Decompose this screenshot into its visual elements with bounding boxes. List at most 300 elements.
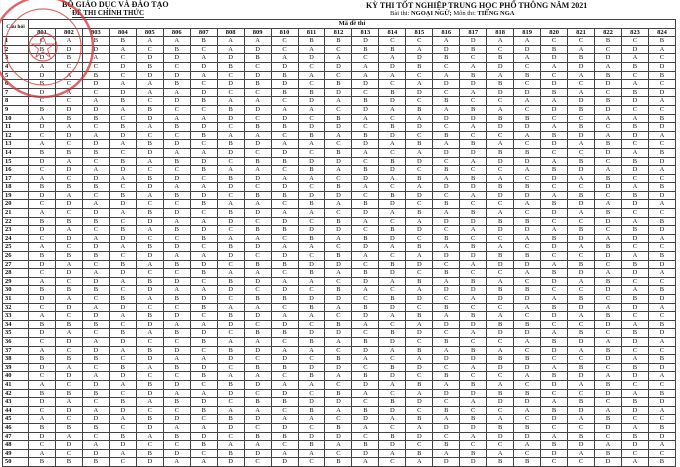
answer-cell: A bbox=[29, 209, 56, 218]
answer-cell: D bbox=[648, 88, 675, 97]
answer-cell: B bbox=[621, 363, 648, 372]
answer-cell: A bbox=[271, 174, 298, 183]
answer-cell: B bbox=[244, 157, 271, 166]
answer-cell: C bbox=[648, 277, 675, 286]
answer-cell: A bbox=[29, 277, 56, 286]
answer-cell: A bbox=[298, 105, 325, 114]
answer-cell: D bbox=[648, 329, 675, 338]
answer-cell: C bbox=[244, 183, 271, 192]
answer-cell: D bbox=[136, 183, 163, 192]
answer-cell: C bbox=[82, 432, 109, 441]
answer-cell: D bbox=[190, 398, 217, 407]
answer-cell: D bbox=[460, 458, 487, 467]
answer-cell: C bbox=[217, 329, 244, 338]
answer-cell: A bbox=[298, 415, 325, 424]
answer-cell: C bbox=[298, 80, 325, 89]
answer-cell: B bbox=[352, 131, 379, 140]
answer-cell: C bbox=[595, 398, 622, 407]
answer-cell: A bbox=[433, 415, 460, 424]
answer-cell: C bbox=[55, 80, 82, 89]
answer-cell: A bbox=[190, 183, 217, 192]
answer-cell: A bbox=[460, 157, 487, 166]
answer-cell: D bbox=[136, 217, 163, 226]
answer-cell: A bbox=[82, 97, 109, 106]
answer-cell: B bbox=[298, 337, 325, 346]
answer-cell: A bbox=[325, 131, 352, 140]
answer-cell: D bbox=[29, 260, 56, 269]
answer-cell: C bbox=[379, 37, 406, 46]
answer-cell: D bbox=[29, 398, 56, 407]
answer-cell: A bbox=[352, 458, 379, 467]
answer-cell: C bbox=[29, 166, 56, 175]
answer-cell: C bbox=[55, 346, 82, 355]
answer-cell: D bbox=[298, 295, 325, 304]
answer-cell: C bbox=[460, 131, 487, 140]
answer-cell: D bbox=[621, 97, 648, 106]
answer-cell: C bbox=[163, 337, 190, 346]
answer-cell: A bbox=[271, 415, 298, 424]
answer-cell: D bbox=[163, 97, 190, 106]
answer-cell: D bbox=[271, 355, 298, 364]
answer-cell: C bbox=[244, 389, 271, 398]
answer-cell: D bbox=[568, 337, 595, 346]
answer-cell: A bbox=[648, 303, 675, 312]
answer-cell: C bbox=[460, 441, 487, 450]
answer-cell: A bbox=[379, 380, 406, 389]
question-number: 50 bbox=[3, 458, 29, 467]
answer-cell: A bbox=[568, 380, 595, 389]
answer-cell: B bbox=[406, 312, 433, 321]
answer-cell: D bbox=[217, 458, 244, 467]
answer-cell: A bbox=[595, 62, 622, 71]
answer-cell: A bbox=[406, 183, 433, 192]
answer-cell: C bbox=[109, 183, 136, 192]
answer-cell: A bbox=[190, 71, 217, 80]
answer-cell: A bbox=[433, 105, 460, 114]
answer-cell: C bbox=[325, 71, 352, 80]
answer-cell: A bbox=[406, 148, 433, 157]
answer-cell: A bbox=[163, 114, 190, 123]
answer-cell: C bbox=[271, 337, 298, 346]
answer-cell: B bbox=[136, 346, 163, 355]
question-number: 26 bbox=[3, 252, 29, 261]
answer-cell: D bbox=[55, 372, 82, 381]
answer-cell: C bbox=[190, 380, 217, 389]
answer-cell: B bbox=[648, 217, 675, 226]
answer-cell: C bbox=[136, 97, 163, 106]
answer-cell: D bbox=[648, 398, 675, 407]
question-number: 38 bbox=[3, 355, 29, 364]
answer-cell: B bbox=[406, 346, 433, 355]
answer-cell: A bbox=[648, 441, 675, 450]
answer-cell: C bbox=[55, 97, 82, 106]
answer-cell: A bbox=[325, 269, 352, 278]
question-number: 40 bbox=[3, 372, 29, 381]
answer-cell: C bbox=[433, 226, 460, 235]
answer-cell: D bbox=[55, 234, 82, 243]
answer-cell: A bbox=[325, 54, 352, 63]
answer-cell: A bbox=[29, 140, 56, 149]
answer-cell: D bbox=[433, 183, 460, 192]
answer-cell: A bbox=[648, 372, 675, 381]
answer-cell: C bbox=[217, 398, 244, 407]
answer-cell: D bbox=[244, 449, 271, 458]
answer-cell: B bbox=[271, 157, 298, 166]
answer-cell: B bbox=[406, 277, 433, 286]
answer-cell: C bbox=[621, 105, 648, 114]
table-row bbox=[3, 105, 676, 114]
answer-cell: D bbox=[55, 441, 82, 450]
answer-cell: A bbox=[244, 303, 271, 312]
answer-cell: A bbox=[163, 458, 190, 467]
answer-cell: C bbox=[109, 458, 136, 467]
answer-cell: C bbox=[271, 166, 298, 175]
answer-cell: C bbox=[190, 449, 217, 458]
answer-cell: D bbox=[433, 114, 460, 123]
answer-cell: C bbox=[55, 380, 82, 389]
answer-cell: B bbox=[55, 252, 82, 261]
answer-cell: B bbox=[109, 363, 136, 372]
answer-cell: B bbox=[433, 337, 460, 346]
answer-key-table bbox=[2, 19, 676, 467]
answer-cell: C bbox=[29, 303, 56, 312]
answer-cell: C bbox=[298, 114, 325, 123]
answer-cell: B bbox=[298, 166, 325, 175]
table-row bbox=[3, 277, 676, 286]
answer-cell: D bbox=[406, 157, 433, 166]
answer-cell: D bbox=[82, 140, 109, 149]
answer-cell: A bbox=[541, 191, 568, 200]
answer-cell: D bbox=[460, 389, 487, 398]
answer-cell: C bbox=[82, 123, 109, 132]
answer-cell: B bbox=[541, 406, 568, 415]
answer-cell: C bbox=[379, 286, 406, 295]
answer-cell: C bbox=[271, 45, 298, 54]
answer-cell: A bbox=[460, 363, 487, 372]
answer-cell: B bbox=[217, 277, 244, 286]
answer-cell: A bbox=[82, 54, 109, 63]
answer-cell: B bbox=[352, 45, 379, 54]
answer-cell: D bbox=[433, 148, 460, 157]
answer-cell: B bbox=[109, 398, 136, 407]
answer-cell: B bbox=[648, 148, 675, 157]
answer-cell: B bbox=[271, 226, 298, 235]
answer-cell: A bbox=[190, 217, 217, 226]
answer-cell: D bbox=[55, 131, 82, 140]
answer-key-sheet bbox=[0, 19, 680, 466]
exam-code-813: 813 bbox=[352, 28, 379, 37]
answer-cell: B bbox=[163, 191, 190, 200]
answer-cell: D bbox=[325, 260, 352, 269]
answer-cell: A bbox=[648, 200, 675, 209]
answer-cell: C bbox=[648, 380, 675, 389]
answer-cell: A bbox=[325, 166, 352, 175]
exam-code-805: 805 bbox=[136, 28, 163, 37]
answer-cell: A bbox=[55, 398, 82, 407]
answer-cell: D bbox=[244, 380, 271, 389]
answer-cell: A bbox=[568, 312, 595, 321]
answer-cell: A bbox=[352, 320, 379, 329]
answer-cell: B bbox=[460, 277, 487, 286]
answer-cell: C bbox=[352, 295, 379, 304]
answer-cell: A bbox=[406, 389, 433, 398]
table-row bbox=[3, 389, 676, 398]
answer-cell: A bbox=[217, 234, 244, 243]
answer-cell: D bbox=[406, 191, 433, 200]
answer-cell: A bbox=[298, 449, 325, 458]
answer-cell: B bbox=[190, 200, 217, 209]
answer-cell: B bbox=[29, 80, 56, 89]
table-row bbox=[3, 71, 676, 80]
answer-cell: A bbox=[568, 88, 595, 97]
answer-cell: A bbox=[190, 114, 217, 123]
answer-cell: B bbox=[514, 71, 541, 80]
answer-cell: C bbox=[648, 174, 675, 183]
answer-cell: A bbox=[541, 97, 568, 106]
answer-cell: A bbox=[514, 269, 541, 278]
answer-cell: B bbox=[595, 312, 622, 321]
answer-cell: D bbox=[325, 123, 352, 132]
answer-cell: A bbox=[568, 45, 595, 54]
answer-cell: B bbox=[379, 363, 406, 372]
answer-cell: D bbox=[298, 54, 325, 63]
answer-cell: B bbox=[379, 157, 406, 166]
answer-cell: A bbox=[217, 406, 244, 415]
answer-cell: B bbox=[460, 209, 487, 218]
answer-cell: D bbox=[244, 209, 271, 218]
answer-cell: B bbox=[55, 183, 82, 192]
answer-cell: C bbox=[271, 441, 298, 450]
answer-cell: B bbox=[244, 80, 271, 89]
answer-cell: C bbox=[379, 252, 406, 261]
answer-cell: B bbox=[460, 174, 487, 183]
answer-cell: A bbox=[621, 423, 648, 432]
answer-cell: C bbox=[648, 312, 675, 321]
answer-cell: A bbox=[352, 148, 379, 157]
answer-cell: D bbox=[460, 114, 487, 123]
answer-cell: C bbox=[621, 71, 648, 80]
answer-cell: D bbox=[109, 303, 136, 312]
answer-cell: C bbox=[244, 114, 271, 123]
answer-cell: D bbox=[217, 252, 244, 261]
answer-cell: C bbox=[433, 88, 460, 97]
table-row bbox=[3, 123, 676, 132]
table-row bbox=[3, 355, 676, 364]
exam-code-822: 822 bbox=[595, 28, 622, 37]
answer-cell: C bbox=[621, 277, 648, 286]
answer-cell: C bbox=[514, 380, 541, 389]
answer-cell: B bbox=[298, 131, 325, 140]
answer-cell: C bbox=[190, 105, 217, 114]
answer-cell: D bbox=[379, 406, 406, 415]
answer-cell: B bbox=[487, 80, 514, 89]
answer-cell: C bbox=[271, 269, 298, 278]
answer-cell: A bbox=[325, 234, 352, 243]
answer-cell: C bbox=[541, 423, 568, 432]
answer-cell: B bbox=[109, 226, 136, 235]
answer-cell: A bbox=[648, 337, 675, 346]
answer-cell: C bbox=[82, 88, 109, 97]
exam-code-801: 801 bbox=[29, 28, 56, 37]
answer-cell: B bbox=[541, 45, 568, 54]
answer-cell: D bbox=[109, 269, 136, 278]
answer-cell: B bbox=[136, 415, 163, 424]
answer-cell: B bbox=[352, 269, 379, 278]
answer-cell: D bbox=[621, 45, 648, 54]
answer-cell: A bbox=[109, 243, 136, 252]
answer-cell: B bbox=[244, 295, 271, 304]
answer-cell: D bbox=[82, 105, 109, 114]
answer-cell: A bbox=[648, 97, 675, 106]
table-row bbox=[3, 191, 676, 200]
exam-code-803: 803 bbox=[82, 28, 109, 37]
answer-cell: A bbox=[433, 71, 460, 80]
answer-cell: A bbox=[244, 37, 271, 46]
answer-cell: B bbox=[514, 252, 541, 261]
answer-cell: B bbox=[595, 174, 622, 183]
answer-cell: C bbox=[217, 260, 244, 269]
answer-cell: B bbox=[595, 209, 622, 218]
answer-cell: C bbox=[55, 243, 82, 252]
answer-cell: C bbox=[541, 217, 568, 226]
answer-cell: B bbox=[29, 423, 56, 432]
answer-cell: B bbox=[648, 355, 675, 364]
answer-cell: B bbox=[541, 303, 568, 312]
answer-cell: B bbox=[648, 114, 675, 123]
answer-cell: A bbox=[379, 54, 406, 63]
answer-cell: A bbox=[109, 415, 136, 424]
answer-cell: A bbox=[163, 286, 190, 295]
answer-cell: B bbox=[648, 183, 675, 192]
answer-cell: A bbox=[621, 80, 648, 89]
answer-cell: A bbox=[460, 398, 487, 407]
answer-cell: C bbox=[352, 226, 379, 235]
answer-cell: A bbox=[271, 54, 298, 63]
answer-cell: D bbox=[55, 269, 82, 278]
answer-cell: A bbox=[460, 226, 487, 235]
answer-cell: D bbox=[379, 131, 406, 140]
answer-cell: A bbox=[379, 71, 406, 80]
answer-cell: A bbox=[325, 441, 352, 450]
answer-cell: D bbox=[271, 183, 298, 192]
answer-cell: A bbox=[325, 406, 352, 415]
answer-cell: A bbox=[514, 234, 541, 243]
question-number: 14 bbox=[3, 148, 29, 157]
answer-cell: D bbox=[541, 54, 568, 63]
question-number: 16 bbox=[3, 166, 29, 175]
question-number: 22 bbox=[3, 217, 29, 226]
answer-cell: B bbox=[648, 389, 675, 398]
answer-cell: D bbox=[541, 346, 568, 355]
answer-cell: C bbox=[298, 62, 325, 71]
answer-cell: A bbox=[595, 337, 622, 346]
answer-cell: B bbox=[82, 217, 109, 226]
answer-cell: A bbox=[244, 234, 271, 243]
answer-cell: B bbox=[406, 62, 433, 71]
answer-cell: A bbox=[433, 37, 460, 46]
answer-cell: B bbox=[55, 389, 82, 398]
exam-code-824: 824 bbox=[648, 28, 675, 37]
answer-cell: C bbox=[406, 337, 433, 346]
answer-cell: B bbox=[271, 191, 298, 200]
answer-cell: A bbox=[298, 140, 325, 149]
answer-cell: B bbox=[163, 329, 190, 338]
answer-cell: C bbox=[541, 252, 568, 261]
answer-cell: B bbox=[568, 260, 595, 269]
answer-cell: B bbox=[244, 226, 271, 235]
answer-cell: D bbox=[136, 286, 163, 295]
answer-cell: C bbox=[621, 243, 648, 252]
answer-cell: D bbox=[595, 458, 622, 467]
question-number: 6 bbox=[3, 80, 29, 89]
answer-cell: B bbox=[568, 363, 595, 372]
answer-cell: D bbox=[487, 123, 514, 132]
answer-cell: C bbox=[298, 320, 325, 329]
answer-cell: D bbox=[648, 226, 675, 235]
answer-cell: C bbox=[298, 148, 325, 157]
answer-cell: A bbox=[568, 140, 595, 149]
answer-cell: B bbox=[595, 140, 622, 149]
answer-cell: C bbox=[568, 286, 595, 295]
answer-cell: A bbox=[190, 320, 217, 329]
answer-cell: D bbox=[163, 209, 190, 218]
answer-cell: A bbox=[621, 355, 648, 364]
answer-cell: B bbox=[29, 458, 56, 467]
answer-cell: D bbox=[325, 226, 352, 235]
answer-cell: D bbox=[82, 174, 109, 183]
answer-cell: B bbox=[29, 286, 56, 295]
answer-cell: D bbox=[163, 449, 190, 458]
answer-cell: A bbox=[487, 277, 514, 286]
answer-cell: C bbox=[217, 432, 244, 441]
answer-cell: B bbox=[621, 226, 648, 235]
answer-cell: C bbox=[487, 131, 514, 140]
answer-cell: A bbox=[352, 355, 379, 364]
answer-cell: A bbox=[190, 252, 217, 261]
answer-cell: B bbox=[541, 269, 568, 278]
answer-cell: D bbox=[109, 166, 136, 175]
answer-cell: B bbox=[621, 157, 648, 166]
answer-cell: D bbox=[568, 234, 595, 243]
subject-label: Môn thi: bbox=[453, 10, 476, 17]
answer-cell: A bbox=[298, 312, 325, 321]
answer-cell: C bbox=[190, 346, 217, 355]
table-row bbox=[3, 226, 676, 235]
exam-code-815: 815 bbox=[406, 28, 433, 37]
answer-cell: C bbox=[325, 140, 352, 149]
answer-cell: C bbox=[82, 191, 109, 200]
answer-cell: D bbox=[82, 415, 109, 424]
answer-cell: C bbox=[163, 234, 190, 243]
answer-cell: B bbox=[433, 97, 460, 106]
answer-cell: C bbox=[406, 37, 433, 46]
answer-cell: D bbox=[55, 105, 82, 114]
answer-cell: D bbox=[595, 320, 622, 329]
answer-cell: C bbox=[406, 200, 433, 209]
answer-cell: C bbox=[55, 62, 82, 71]
answer-cell: A bbox=[136, 123, 163, 132]
answer-cell: B bbox=[595, 243, 622, 252]
answer-cell: A bbox=[433, 346, 460, 355]
answer-cell: D bbox=[514, 398, 541, 407]
answer-cell: B bbox=[136, 209, 163, 218]
answer-cell: C bbox=[325, 346, 352, 355]
answer-cell: B bbox=[217, 62, 244, 71]
answer-cell: B bbox=[325, 148, 352, 157]
answer-cell: B bbox=[352, 200, 379, 209]
exam-code-row bbox=[3, 28, 676, 37]
answer-cell: D bbox=[244, 243, 271, 252]
